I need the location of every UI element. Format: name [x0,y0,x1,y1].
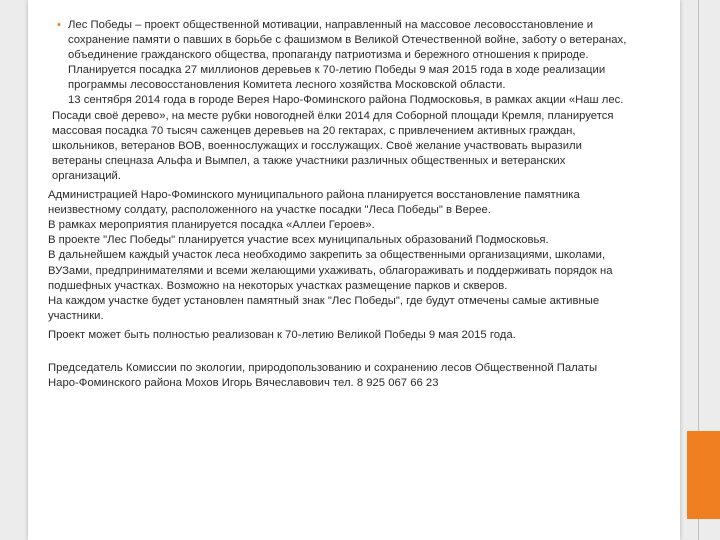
document-body [48,18,628,391]
paragraph-contact: Председатель Комиссии по экологии, природопользованию и сохранению лесов Общественной Палаты Наро-Фоминского района Мохов Игорь Вячеславович тел. 8 925 067 66 23 [48,361,598,390]
paragraph-deadline: Проект может быть полностью реализован к 70-летию Великой Победы 9 мая 2015 года. [48,328,516,341]
paragraph-participation: В проекте "Лес Победы" планируется участие всех муниципальных образований Подмосковья. [48,234,549,247]
paragraph-alley: В рамках мероприятия планируется посадка «Аллеи Героев». [48,219,375,232]
paragraph-memorial-sign: На каждом участке будет установлен памятный знак "Лес Победы", где будут отмечены самые активные участники. [48,294,600,322]
paragraph-sponsorship: В дальнейшем каждый участок леса необходимо закрепить за общественными организациями, школами, ВУЗами, предпринимателями и всеми желающими ухаживать, облагораживать и поддерживать порядок на подшефных участках. Возможно на некоторых участках размещение парков и скверов. [48,249,613,292]
paragraph-planting: Планируется посадка 27 миллионов деревьев к 70-летию Победы 9 мая 2015 года в ходе реализации программы лесовосстановления Комитета лесного хозяйства Московской области. [68,64,606,92]
paragraph-intro-text: Лес Победы – проект общественной мотивации, направленный на массовое лесовосстановление и сохранение памяти о павших в борьбе с фашизмом в Великой Отечественной войне, заботу о ветеранах, объединение гражданского общества, пропаганду патриотизма и бережного отношения к природе. [68,19,627,62]
paragraph-monument: Администрацией Наро-Фоминского муниципального района планируется восстановление памятника неизвестному солдату, расположенного на участке посадки "Леса Победы" в Верее. [48,189,580,217]
accent-bar [687,431,720,519]
paragraph-event: 13 сентября 2014 года в городе Верея Наро-Фоминского района Подмосковья, в рамках акции «Наш лес. Посади своё дерево», на месте рубки новогодней ёлки 2014 для Соборной площади Кремля, планируется массовая посадка 70 тысяч саженцев деревьев на 20 гектарах, с привлечением активных граждан, школьников, ветеранов ВОВ, военнослужащих и госслужащих. Своё желание участвовать выразили ветераны спецназа Альфа и Вымпел, а также участники различных общественных и ветеранских организаций. [52,94,624,182]
paragraph-intro [48,18,628,63]
bullet-icon: • [57,19,61,31]
spacer [48,343,628,361]
